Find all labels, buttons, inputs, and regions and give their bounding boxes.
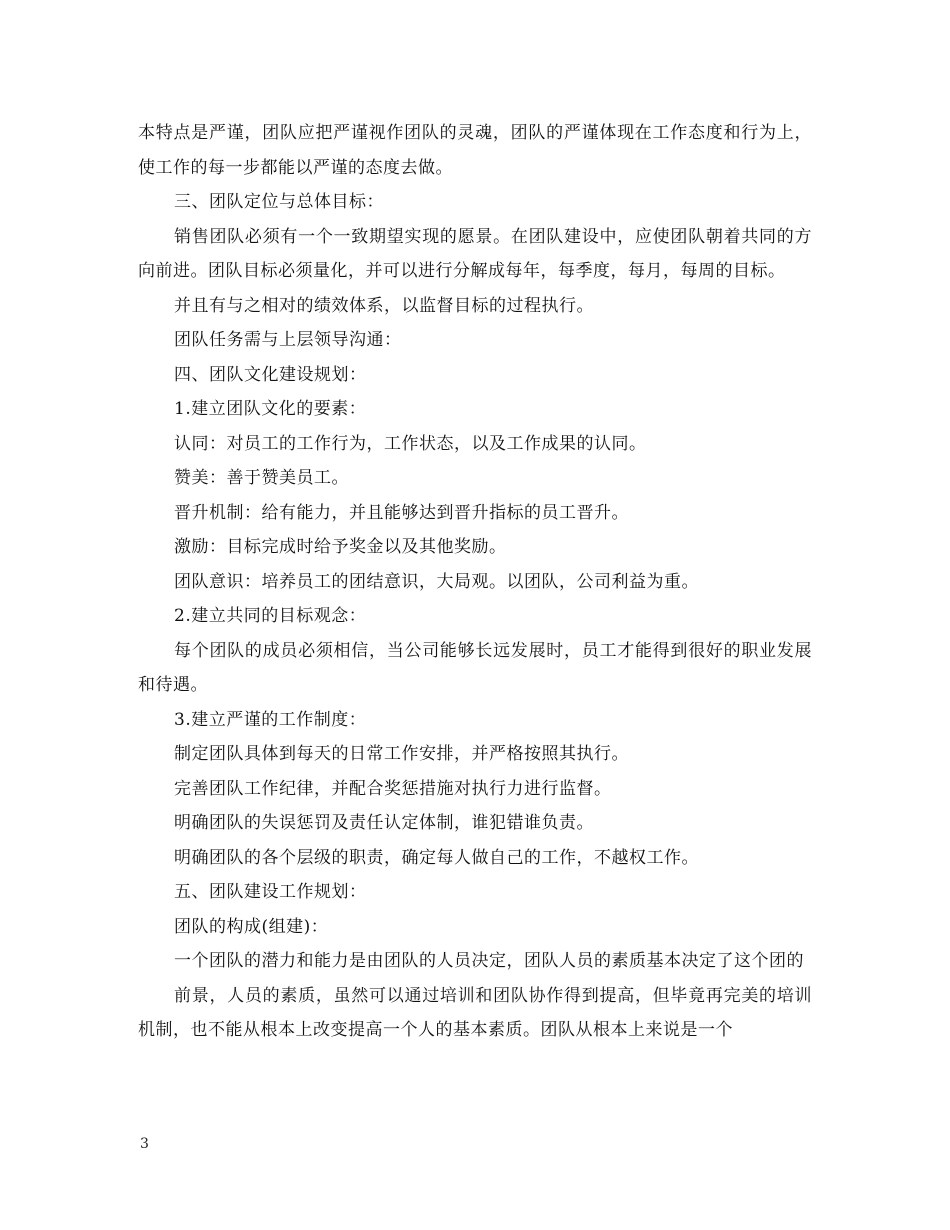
paragraph-17: 完善团队工作纪律，并配合奖惩措施对执行力进行监督。 <box>174 778 612 799</box>
paragraph-14: 每个团队的成员必须相信，当公司能够长远发展时，员工才能得到很好的职业发展和待遇。 <box>138 640 812 695</box>
list-item-team-awareness: 团队意识：培养员工的团结意识，大局观。以团队，公司利益为重。 <box>174 571 699 592</box>
subheading-4-3: 3.建立严谨的工作制度： <box>174 709 367 730</box>
heading-section-3: 三、团队定位与总体目标： <box>174 192 384 212</box>
paragraph-4: 并且有与之相对的绩效体系，以监督目标的过程执行。 <box>174 295 594 316</box>
paragraph-22: 一个团队的潜力和能力是由团队的人员决定，团队人员的素质基本决定了这个团的 <box>174 951 804 971</box>
heading-section-5: 五、团队建设工作规划： <box>174 882 367 902</box>
list-item-recognition: 认同：对员工的工作行为，工作状态，以及工作成果的认同。 <box>174 433 647 454</box>
paragraph-18: 明确团队的失误惩罚及责任认定体制，谁犯错谁负责。 <box>174 813 594 833</box>
subheading-4-2: 2.建立共同的目标观念： <box>174 606 367 626</box>
heading-section-4: 四、团队文化建设规划： <box>174 364 367 385</box>
subheading-team-composition: 团队的构成(组建)： <box>174 916 329 937</box>
subheading-4-1: 1.建立团队文化的要素： <box>174 399 367 419</box>
paragraph-3: 销售团队必须有一个一致期望实现的愿景。在团队建设中，应使团队朝着共同的方向前进。团队目标必须量化，并可以进行分解成每年，每季度，每月，每周的目标。 <box>138 226 812 281</box>
list-item-incentive: 激励：目标完成时给予奖金以及其他奖励。 <box>174 537 507 557</box>
document-body <box>138 116 812 1048</box>
paragraph-5: 团队任务需与上层领导沟通： <box>174 330 402 350</box>
list-item-promotion: 晋升机制：给有能力，并且能够达到晋升指标的员工晋升。 <box>174 502 629 523</box>
paragraph-19: 明确团队的各个层级的职责，确定每人做自己的工作，不越权工作。 <box>174 847 699 868</box>
page-number: 3 <box>140 1136 149 1152</box>
paragraph-16: 制定团队具体到每天的日常工作安排，并严格按照其执行。 <box>174 744 629 764</box>
paragraph-23: 前景，人员的素质，虽然可以通过培训和团队协作得到提高，但毕竟再完美的培训机制，也不能从根本上改变提高一个人的基本素质。团队从根本上来说是一个 <box>138 985 812 1040</box>
list-item-praise: 赞美：善于赞美员工。 <box>174 468 349 488</box>
paragraph-1: 本特点是严谨，团队应把严谨视作团队的灵魂，团队的严谨体现在工作态度和行为上，使工作的每一步都能以严谨的态度去做。 <box>138 123 812 178</box>
